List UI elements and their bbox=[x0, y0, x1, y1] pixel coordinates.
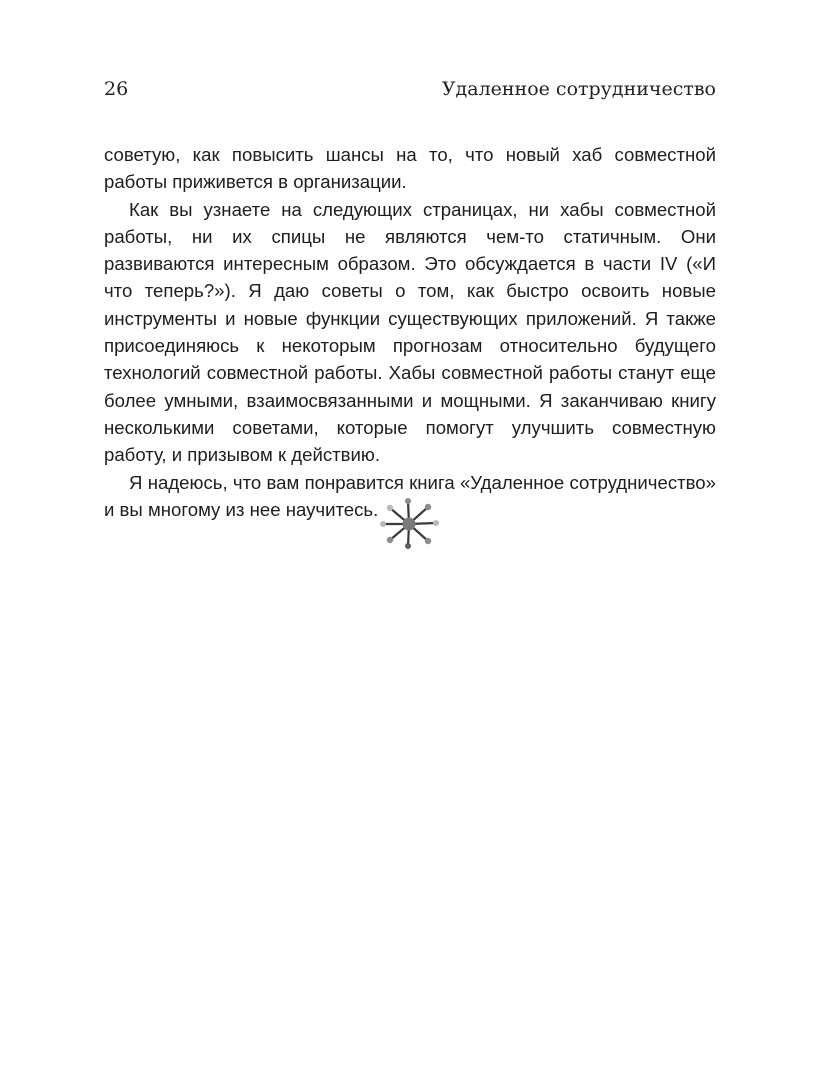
paragraph-continuation: советую, как повысить шансы на то, что новый хаб совместной работы приживется в организации. bbox=[104, 144, 716, 193]
running-head bbox=[104, 78, 716, 108]
ornament-node bbox=[425, 538, 431, 544]
ornament-hub bbox=[403, 518, 416, 531]
ornament-node bbox=[387, 505, 393, 511]
ornament-node bbox=[387, 537, 393, 543]
ornament-node bbox=[380, 521, 386, 527]
ornament-node bbox=[433, 520, 439, 526]
ornament-node bbox=[405, 543, 411, 549]
body-text bbox=[104, 141, 716, 523]
ornament-node bbox=[425, 504, 431, 510]
paragraph-closing: Я надеюсь, что вам понравится книга «Удаленное сотрудничество» и вы многому из нее научитесь. bbox=[104, 471, 716, 520]
ornament-node bbox=[405, 498, 411, 504]
hub-spoke-icon bbox=[378, 497, 442, 549]
paragraph-hubs-evolution: Как вы узнаете на следующих страницах, ни хабы совместной работы, ни их спицы не являются чем-то статичным. Они развиваются интересным образом. Это обсуждается в части IV («И что теперь?»). Я даю советы о том, как быстро освоить новые инструменты и новые функции существующих приложений. Я также присоединяюсь к некоторым прогнозам относительно будущего технологий совместной работы. Хабы совместной работы станут еще более умными, взаимосвязанными и мощными. Я заканчиваю книгу несколькими советами, которые помогут улучшить совместную работу, и призывом к действию. bbox=[104, 198, 716, 466]
running-title: Удаленное сотрудничество bbox=[441, 78, 716, 100]
page-number: 26 bbox=[104, 78, 129, 100]
